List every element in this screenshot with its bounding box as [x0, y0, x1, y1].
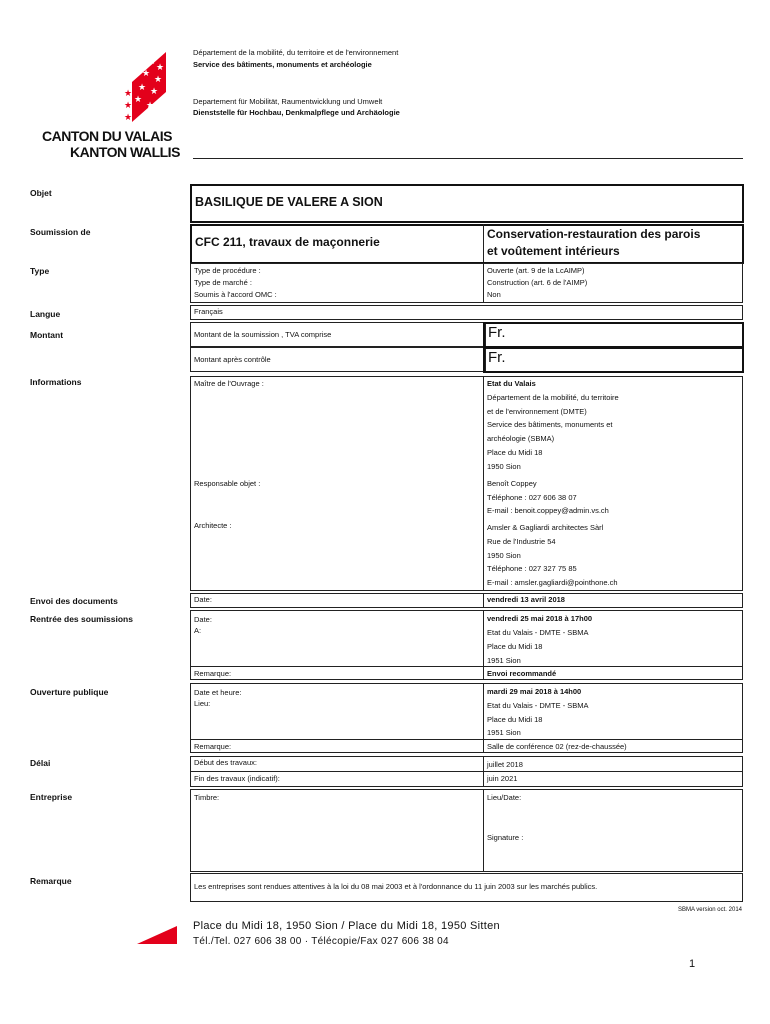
ouverture-box: [190, 683, 743, 753]
langue-box: [190, 305, 743, 320]
entreprise-signature[interactable]: Signature :: [487, 833, 524, 842]
montant-controle-label: Montant après contrôle: [194, 355, 271, 364]
montant-value-box-1: [483, 322, 744, 348]
resp-line-2: E-mail : benoit.coppey@admin.vs.ch: [487, 506, 609, 515]
type-marche-label: Type de marché :: [194, 278, 252, 287]
canton-name-fr: CANTON DU VALAIS: [42, 128, 172, 144]
type-omc-value: Non: [487, 290, 501, 299]
label-informations: Informations: [30, 377, 82, 387]
arch-line-2: 1950 Sion: [487, 551, 521, 560]
maitre-line-2: et de l'environnement (DMTE): [487, 407, 587, 416]
resp-line-1: Téléphone : 027 606 38 07: [487, 493, 577, 502]
label-envoi: Envoi des documents: [30, 596, 118, 606]
svg-text:★: ★: [124, 89, 133, 99]
arch-label: Architecte :: [194, 521, 232, 530]
envoi-divider: [483, 593, 484, 607]
svg-text:★: ★: [146, 101, 155, 111]
maitre-line-0: Etat du Valais: [487, 379, 536, 388]
arch-line-1: Rue de l'Industrie 54: [487, 537, 556, 546]
header-fr-service: Service des bâtiments, monuments et archéologie: [193, 60, 372, 69]
ouverture-line-0: Etat du Valais - DMTE - SBMA: [487, 701, 589, 710]
delai-fin-label: Fin des travaux (indicatif):: [194, 774, 280, 783]
rentree-box: [190, 610, 743, 680]
type-procedure-label: Type de procédure :: [194, 266, 261, 275]
svg-text:★: ★: [134, 95, 143, 105]
maitre-line-3: Service des bâtiments, monuments et: [487, 420, 613, 429]
montant-currency-1: Fr.: [488, 324, 506, 341]
label-soumission: Soumission de: [30, 227, 91, 237]
type-marche-value: Construction (art. 6 de l'AIMP): [487, 278, 588, 287]
maitre-line-6: 1950 Sion: [487, 462, 521, 471]
resp-label: Responsable objet :: [194, 479, 261, 488]
montant-value-box-2: [483, 347, 744, 373]
label-remarque: Remarque: [30, 876, 72, 886]
header-de-service: Dienststelle für Hochbau, Denkmalpflege und Archäologie: [193, 108, 400, 117]
rentree-a-label: A:: [194, 626, 202, 635]
rentree-remarque-line: [190, 666, 743, 667]
label-rentree: Rentrée des soumissions: [30, 614, 133, 624]
maitre-line-1: Département de la mobilité, du territoire: [487, 393, 619, 402]
label-delai: Délai: [30, 758, 51, 768]
ouverture-line-1: Place du Midi 18: [487, 715, 543, 724]
footer-red-triangle: [137, 926, 177, 949]
informations-box: [190, 376, 743, 591]
entreprise-divider: [483, 789, 484, 871]
entreprise-box: [190, 789, 743, 872]
entreprise-timbre: Timbre:: [194, 793, 220, 802]
arch-line-4: E-mail : amsler.gagliardi@pointhone.ch: [487, 578, 618, 587]
svg-text:★: ★: [150, 87, 159, 97]
svg-text:★: ★: [124, 101, 133, 111]
label-objet: Objet: [30, 188, 52, 198]
rentree-date-value: vendredi 25 mai 2018 à 17h00: [487, 614, 593, 623]
maitre-label: Maître de l'Ouvrage :: [194, 379, 264, 388]
rentree-remarque-value: Envoi recommandé: [487, 669, 557, 678]
type-divider: [483, 263, 484, 302]
footer-address: Place du Midi 18, 1950 Sion / Place du Midi 18, 1950 Sitten: [193, 920, 500, 932]
resp-line-0: Benoît Coppey: [487, 479, 537, 488]
ouverture-remarque-value: Salle de conférence 02 (rez-de-chaussée): [487, 742, 627, 751]
delai-debut-label: Début des travaux:: [194, 758, 257, 767]
label-montant: Montant: [30, 330, 64, 340]
arch-line-0: Amsler & Gagliardi architectes Sàrl: [487, 523, 604, 532]
envoi-date-label: Date:: [194, 595, 212, 604]
montant-currency-2: Fr.: [488, 349, 506, 366]
remarque-text: Les entreprises sont rendues attentives à la loi du 08 mai 2003 et à l'ordonnance du 11 juin 2003 sur les marchés publics.: [194, 882, 598, 891]
header-fr-dept: Département de la mobilité, du territoire et de l'environnement: [193, 48, 399, 57]
soumission-desc-2: et voûtement intérieurs: [487, 244, 620, 258]
objet-title: BASILIQUE DE VALERE A SION: [195, 195, 383, 209]
ouverture-lieu-label: Lieu:: [194, 699, 211, 708]
label-entreprise: Entreprise: [30, 792, 73, 802]
rentree-line-0: Etat du Valais - DMTE - SBMA: [487, 628, 589, 637]
ouverture-date-value: mardi 29 mai 2018 à 14h00: [487, 687, 582, 696]
svg-text:★: ★: [156, 63, 165, 73]
type-procedure-value: Ouverte (art. 9 de la LcAIMP): [487, 266, 585, 275]
version-text: SBMA version oct. 2014: [677, 907, 742, 913]
delai-fin-value: juin 2021: [487, 774, 518, 783]
svg-text:★: ★: [148, 57, 157, 67]
label-ouverture: Ouverture publique: [30, 687, 109, 697]
langue-value: Français: [194, 307, 223, 316]
svg-text:★: ★: [138, 83, 147, 93]
envoi-box: [190, 593, 743, 608]
ouverture-date-label: Date et heure:: [194, 688, 242, 697]
maitre-line-4: archéologie (SBMA): [487, 434, 555, 443]
montant-soumission-label: Montant de la soumission , TVA comprise: [194, 330, 332, 339]
delai-debut-value: juillet 2018: [487, 760, 523, 769]
arch-line-3: Téléphone : 027 327 75 85: [487, 564, 577, 573]
label-type: Type: [30, 266, 50, 276]
header-divider: [193, 158, 743, 159]
rentree-remarque-label: Remarque:: [194, 669, 232, 678]
maitre-line-5: Place du Midi 18: [487, 448, 543, 457]
footer-phone: Tél./Tel. 027 606 38 00 · Télécopie/Fax 027 606 38 04: [193, 936, 449, 947]
ouverture-remarque-label: Remarque:: [194, 742, 232, 751]
header-de-dept: Departement für Mobilität, Raumentwicklung und Umwelt: [193, 97, 383, 106]
svg-text:★: ★: [154, 75, 163, 85]
rentree-divider: [483, 610, 484, 679]
envoi-date-value: vendredi 13 avril 2018: [487, 595, 565, 604]
canton-name-de: KANTON WALLIS: [70, 144, 180, 160]
label-langue: Langue: [30, 309, 61, 319]
ouverture-line-2: 1951 Sion: [487, 728, 521, 737]
soumission-desc-1: Conservation-restauration des parois: [487, 227, 701, 241]
ouverture-divider: [483, 683, 484, 752]
svg-text:★: ★: [124, 113, 133, 123]
page-number: 1: [689, 958, 696, 970]
ouverture-remarque-line: [190, 739, 743, 740]
soumission-divider: [483, 224, 484, 262]
rentree-date-label: Date:: [194, 615, 212, 624]
rentree-line-2: 1951 Sion: [487, 656, 521, 665]
canton-logo: [120, 52, 170, 124]
svg-text:★: ★: [142, 69, 151, 79]
rentree-line-1: Place du Midi 18: [487, 642, 543, 651]
type-omc-label: Soumis à l'accord OMC :: [194, 290, 277, 299]
informations-divider: [483, 376, 484, 590]
soumission-cfc: CFC 211, travaux de maçonnerie: [195, 235, 380, 249]
entreprise-lieu-date[interactable]: Lieu/Date:: [487, 793, 522, 802]
